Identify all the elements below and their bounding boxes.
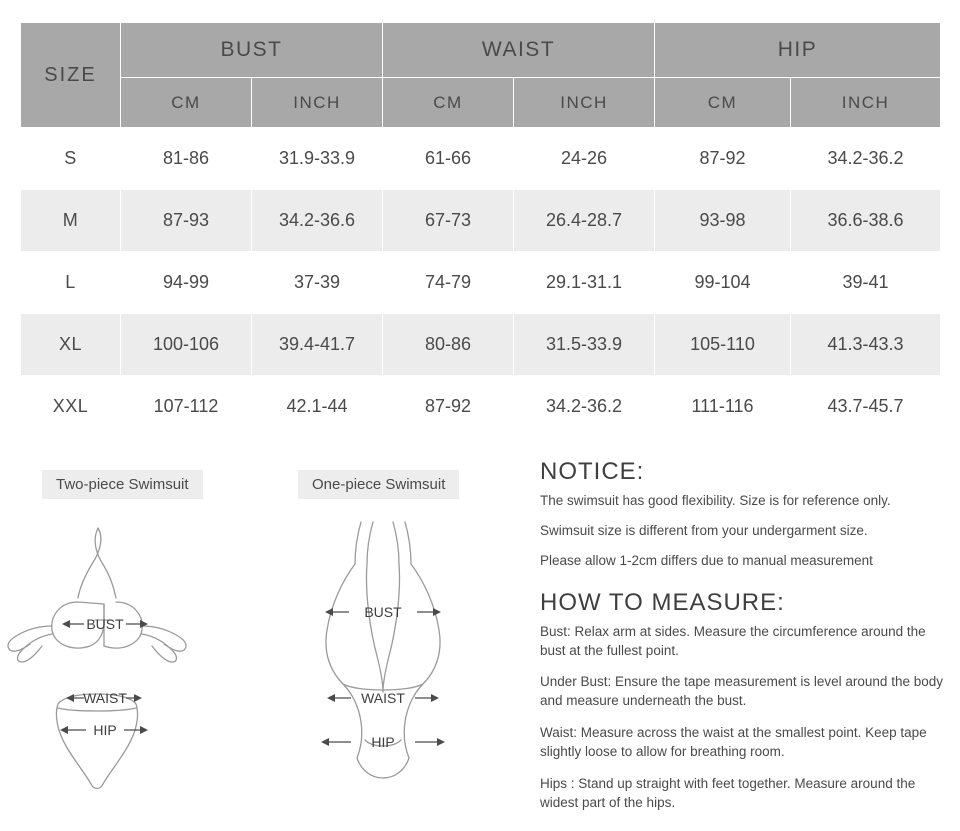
header-hip: HIP (655, 23, 941, 78)
measure-paragraph: Waist: Measure across the waist at the smallest point. Keep tape slightly loose to allow for breathing room. (540, 725, 927, 760)
cell-waist-cm: 61-66 (383, 128, 514, 190)
cell-bust-cm: 81-86 (121, 128, 252, 190)
cell-bust-cm: 107-112 (121, 376, 252, 438)
table-row (21, 128, 941, 190)
bust-label-one-piece: BUST (364, 604, 402, 620)
cell-waist-inch: 26.4-28.7 (514, 190, 655, 252)
row-size-label: M (21, 190, 121, 252)
cell-hip-inch: 34.2-36.2 (791, 128, 941, 190)
one-piece-title: One-piece Swimsuit (298, 470, 459, 499)
table-row (21, 190, 941, 252)
bust-label-two-piece: BUST (86, 616, 124, 632)
header-bust: BUST (121, 23, 383, 78)
cell-waist-inch: 31.5-33.9 (514, 314, 655, 376)
header-waist: WAIST (383, 23, 655, 78)
cell-bust-inch: 42.1-44 (252, 376, 383, 438)
header-hip-cm: CM (655, 78, 791, 128)
row-size-label: L (21, 252, 121, 314)
two-piece-diagram (0, 440, 270, 831)
table-row (21, 376, 941, 438)
notice-panel (540, 458, 950, 826)
cell-waist-inch: 29.1-31.1 (514, 252, 655, 314)
bottom-section (0, 440, 960, 831)
row-size-label: XXL (21, 376, 121, 438)
header-waist-inch: INCH (514, 78, 655, 128)
cell-waist-cm: 80-86 (383, 314, 514, 376)
notice-line: Please allow 1-2cm differs due to manual measurement (540, 553, 873, 569)
header-bust-inch: INCH (252, 78, 383, 128)
cell-bust-inch: 39.4-41.7 (252, 314, 383, 376)
table-header-row-groups (21, 23, 941, 78)
cell-waist-cm: 87-92 (383, 376, 514, 438)
header-size: SIZE (21, 23, 121, 128)
waist-label-two-piece: WAIST (83, 690, 127, 706)
cell-waist-inch: 24-26 (514, 128, 655, 190)
table-header-row-units (21, 78, 941, 128)
hip-label-one-piece: HIP (371, 734, 395, 750)
size-table-container (20, 22, 940, 438)
header-bust-cm: CM (121, 78, 252, 128)
table-row (21, 314, 941, 376)
cell-bust-inch: 37-39 (252, 252, 383, 314)
two-piece-title: Two-piece Swimsuit (42, 470, 203, 499)
notice-heading: NOTICE: (540, 458, 645, 485)
how-to-measure-heading: HOW TO MEASURE: (540, 588, 785, 616)
cell-hip-inch: 39-41 (791, 252, 941, 314)
hip-label-two-piece: HIP (93, 722, 117, 738)
cell-waist-inch: 34.2-36.2 (514, 376, 655, 438)
measure-paragraph: Under Bust: Ensure the tape measurement is level around the body and measure underneath the bust. (540, 674, 943, 709)
cell-hip-cm: 87-92 (655, 128, 791, 190)
cell-waist-cm: 67-73 (383, 190, 514, 252)
size-table (20, 22, 941, 438)
waist-label-one-piece: WAIST (361, 690, 405, 706)
row-size-label: S (21, 128, 121, 190)
row-size-label: XL (21, 314, 121, 376)
cell-hip-inch: 43.7-45.7 (791, 376, 941, 438)
notice-line: The swimsuit has good flexibility. Size is for reference only. (540, 493, 891, 508)
cell-bust-cm: 100-106 (121, 314, 252, 376)
cell-bust-cm: 87-93 (121, 190, 252, 252)
one-piece-diagram (265, 440, 525, 831)
cell-bust-inch: 34.2-36.6 (252, 190, 383, 252)
cell-bust-inch: 31.9-33.9 (252, 128, 383, 190)
cell-hip-cm: 105-110 (655, 314, 791, 376)
cell-hip-cm: 99-104 (655, 252, 791, 314)
measure-paragraph: Hips : Stand up straight with feet together. Measure around the widest part of the hips. (540, 776, 916, 810)
table-row (21, 252, 941, 314)
header-hip-inch: INCH (791, 78, 941, 128)
cell-hip-cm: 111-116 (655, 376, 791, 438)
cell-hip-inch: 36.6-38.6 (791, 190, 941, 252)
notice-line: Swimsuit size is different from your undergarment size. (540, 523, 868, 539)
cell-hip-inch: 41.3-43.3 (791, 314, 941, 376)
cell-hip-cm: 93-98 (655, 190, 791, 252)
cell-waist-cm: 74-79 (383, 252, 514, 314)
measure-paragraph: Bust: Relax arm at sides. Measure the circumference around the bust at the fullest point. (540, 623, 926, 658)
cell-bust-cm: 94-99 (121, 252, 252, 314)
diagram-area (0, 440, 523, 831)
header-waist-cm: CM (383, 78, 514, 128)
